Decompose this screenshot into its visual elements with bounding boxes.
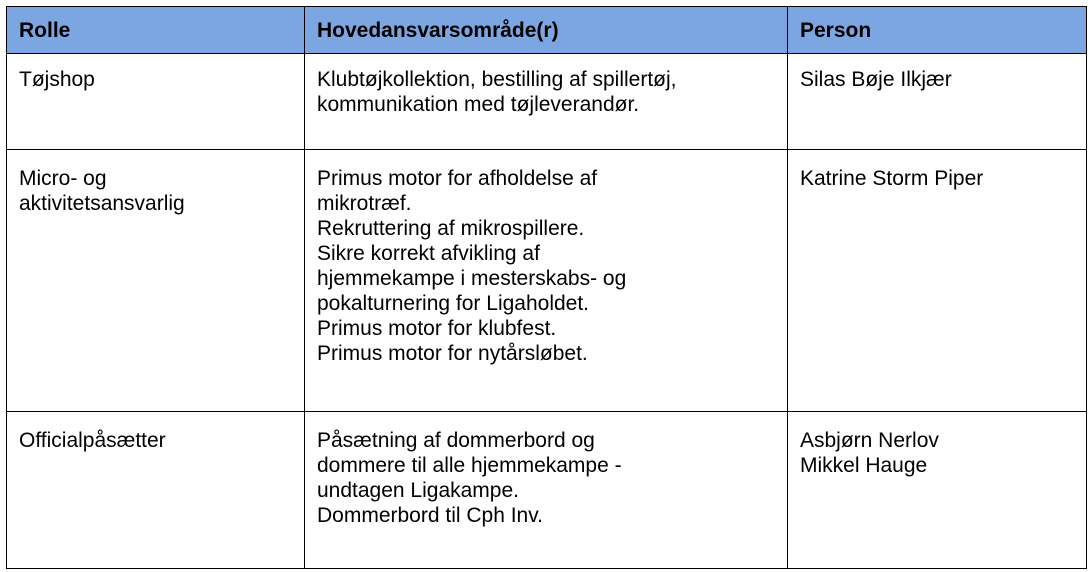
- cell-person: [788, 412, 1087, 569]
- ansvar-line: Dommerbord til Cph Inv.: [317, 504, 544, 527]
- rolle-text: aktivitetsansvarlig: [19, 192, 185, 215]
- ansvar-line: Klubtøjkollektion, bestilling af spillertøj,: [317, 68, 677, 91]
- cell-ansvar: [305, 412, 788, 569]
- person-name: Katrine Storm Piper: [800, 167, 984, 190]
- table-row: [7, 150, 1087, 412]
- table-row: [7, 54, 1087, 150]
- rolle-text: Tøjshop: [19, 68, 95, 91]
- ansvar-line: Primus motor for afholdelse af: [317, 167, 598, 190]
- ansvar-line: pokalturnering for Ligaholdet.: [317, 292, 590, 315]
- ansvar-line: kommunikation med tøjleverandør.: [317, 93, 640, 116]
- person-name: Mikkel Hauge: [800, 454, 928, 477]
- ansvar-line: Påsætning af dommerbord og: [317, 429, 595, 452]
- ansvar-line: hjemmekampe i mesterskabs- og: [317, 267, 627, 290]
- ansvar-line: Primus motor for klubfest.: [317, 317, 557, 340]
- cell-person: [788, 150, 1087, 412]
- person-name: Asbjørn Nerlov: [800, 429, 939, 452]
- table-row: [7, 412, 1087, 569]
- rolle-text: Officialpåsætter: [19, 429, 166, 452]
- cell-rolle: [7, 150, 305, 412]
- ansvar-line: mikrotræf.: [317, 192, 412, 215]
- ansvar-line: dommere til alle hjemmekampe -: [317, 454, 622, 477]
- cell-ansvar: [305, 54, 788, 150]
- roles-table: [6, 6, 1087, 569]
- cell-person: [788, 54, 1087, 150]
- header-person: Person: [788, 7, 1087, 54]
- header-rolle: Rolle: [7, 7, 305, 54]
- ansvar-line: Rekruttering af mikrospillere.: [317, 217, 585, 240]
- ansvar-line: Primus motor for nytårsløbet.: [317, 342, 588, 365]
- cell-rolle: [7, 412, 305, 569]
- rolle-text: Micro- og: [19, 167, 107, 190]
- cell-rolle: [7, 54, 305, 150]
- ansvar-line: Sikre korrekt afvikling af: [317, 242, 540, 265]
- header-hovedansvarsomraade: Hovedansvarsområde(r): [305, 7, 788, 54]
- header-row: [7, 7, 1087, 54]
- ansvar-line: undtagen Ligakampe.: [317, 479, 519, 502]
- cell-ansvar: [305, 150, 788, 412]
- person-name: Silas Bøje Ilkjær: [800, 68, 952, 91]
